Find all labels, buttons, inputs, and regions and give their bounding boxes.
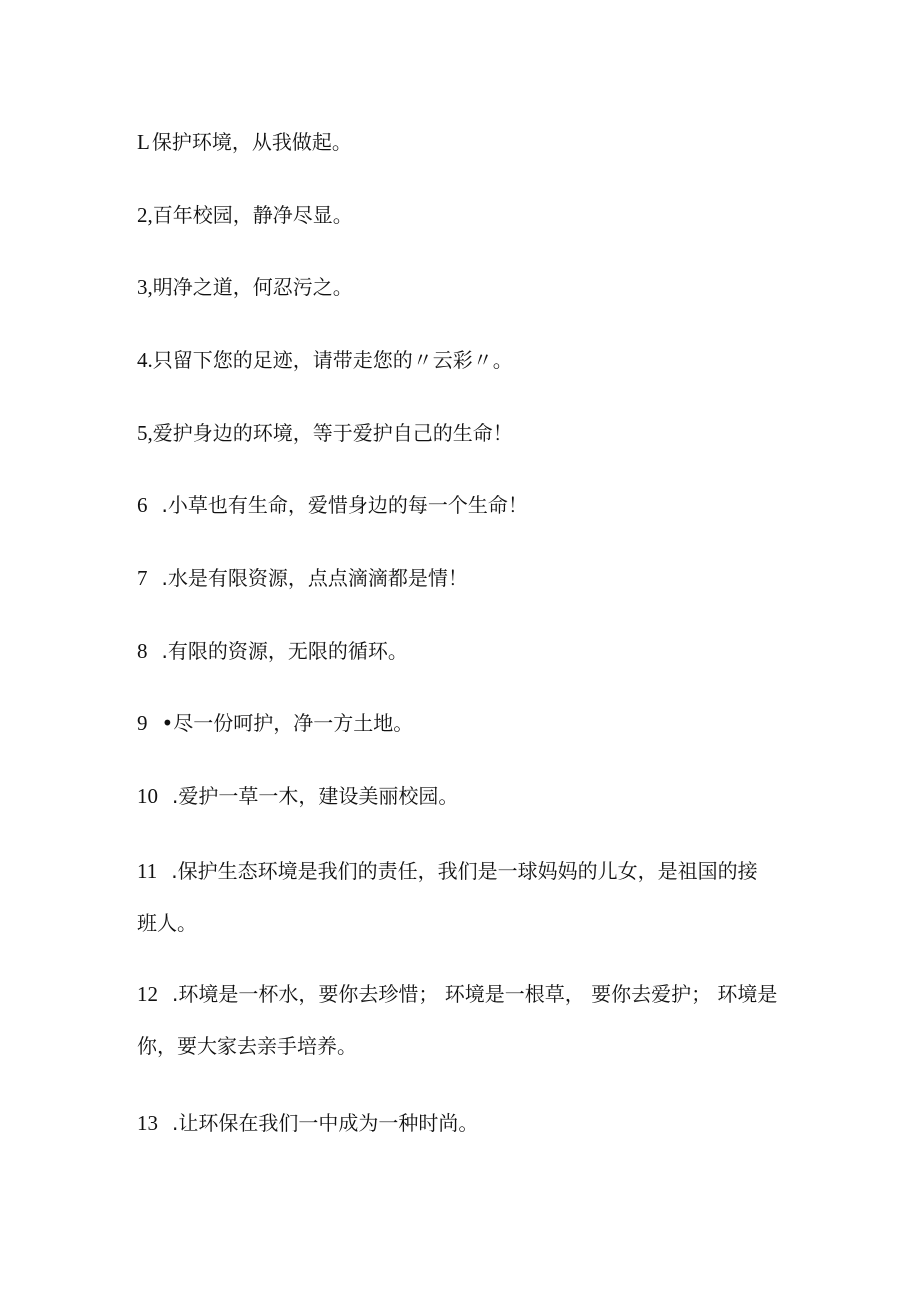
list-item (137, 407, 787, 459)
item-text: .有限的资源，无限的循环。 (161, 639, 408, 663)
item-text: 保护环境，从我做起。 (151, 130, 352, 154)
item-text: 只留下您的足迹，请带走您的〃云彩〃。 (152, 348, 513, 372)
item-number: 11 (137, 859, 158, 883)
list-item (137, 552, 787, 604)
item-text: •尽一份呵护，净一方土地。 (161, 711, 414, 735)
item-number: 7 (137, 566, 148, 590)
item-text: .小草也有生命，爱惜身边的每一个生命！ (161, 493, 528, 517)
list-item (137, 968, 787, 1072)
item-number: 12 (137, 982, 158, 1006)
list-item (137, 1097, 787, 1149)
list-item (137, 845, 787, 949)
item-text: .让环保在我们一中成为一种时尚。 (172, 1111, 479, 1135)
list-item (137, 697, 787, 749)
list-item (137, 334, 787, 386)
item-number: 2, (137, 203, 153, 227)
item-number: 10 (137, 784, 158, 808)
item-number: 8 (137, 639, 148, 663)
item-number: 6 (137, 493, 148, 517)
item-text: .保护生态环境是我们的责任，我们是一球妈妈的儿女，是祖国的接 (171, 859, 758, 883)
item-text: 百年校园，静净尽显。 (152, 203, 353, 227)
list-item (137, 479, 787, 531)
list-item (137, 770, 787, 822)
item-text: .水是有限资源，点点滴滴都是情！ (161, 566, 468, 590)
item-text: .爱护一草一木，建设美丽校园。 (172, 784, 459, 808)
item-text: .环境是一杯水，要你去珍惜； 环境是一根草， 要你去爱护； 环境是 (172, 982, 778, 1006)
item-text-continuation: 你，要大家去亲手培养。 (137, 1034, 357, 1058)
list-item (137, 189, 787, 241)
item-text-continuation: 班人。 (137, 911, 197, 935)
item-text: 爱护身边的环境，等于爱护自己的生命！ (152, 421, 513, 445)
item-number: L (137, 130, 150, 154)
list-item (137, 116, 787, 168)
item-number: 3, (137, 275, 153, 299)
list-item (137, 261, 787, 313)
item-number: 9 (137, 711, 148, 735)
item-text: 明净之道，何忍污之。 (152, 275, 353, 299)
item-number: 13 (137, 1111, 158, 1135)
item-number: 4. (137, 348, 153, 372)
list-item (137, 625, 787, 677)
item-number: 5, (137, 421, 153, 445)
